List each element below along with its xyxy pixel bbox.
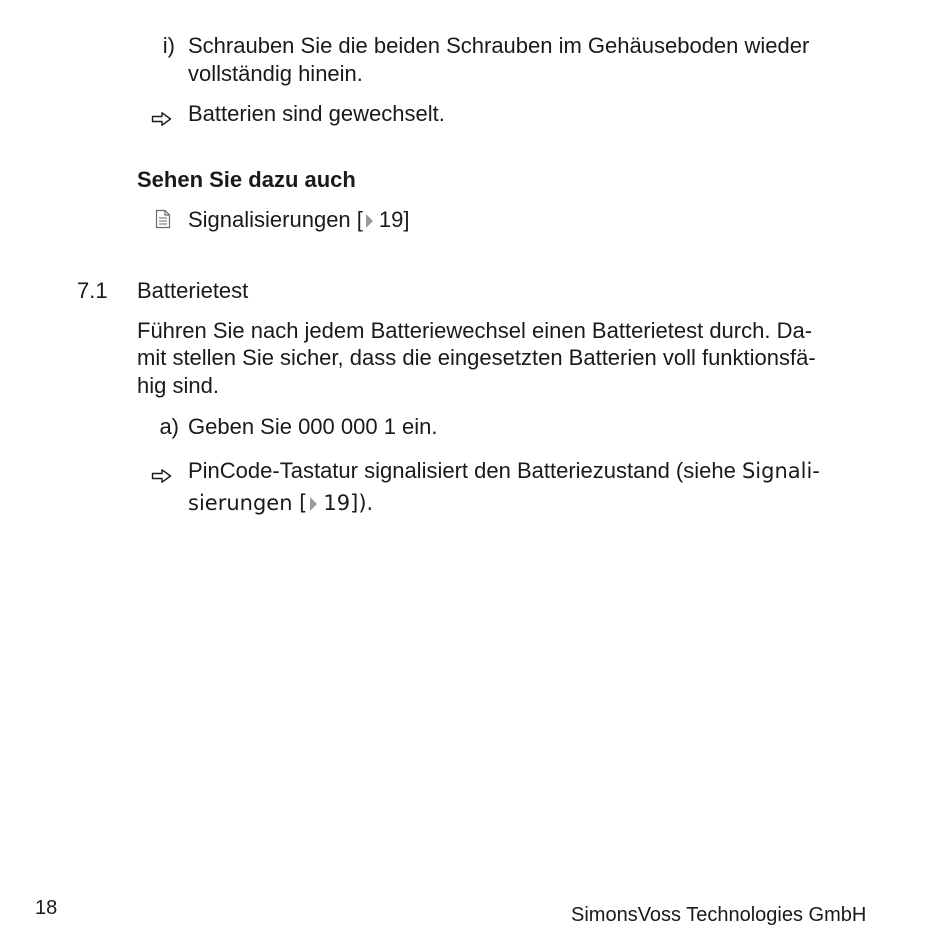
result-arrow-icon (151, 107, 173, 123)
see-also-link[interactable] (188, 206, 410, 234)
signalisierungen-link-continued[interactable]: sierungen [ (188, 491, 308, 515)
see-also-heading: Sehen Sie dazu auch (137, 167, 356, 192)
step-a-text: Geben Sie 000 000 1 ein. (188, 414, 438, 439)
step-marker-a: a) (159, 414, 179, 439)
step-i-text-line2: vollständig hinein. (188, 61, 363, 86)
see-also-link-text[interactable]: Signalisierungen [ (188, 207, 363, 232)
section-paragraph-line2: mit stellen Sie sicher, dass die eingesetzten Batterien voll funktionsfä- (137, 345, 816, 370)
result2-closing: ). (358, 491, 374, 515)
result-text: Batterien sind gewechselt. (188, 101, 445, 126)
step-marker-i: i) (162, 33, 175, 58)
footer-company: SimonsVoss Technologies GmbH (571, 904, 867, 926)
signalisierungen-link[interactable]: Signali- (741, 459, 820, 483)
result2-text: PinCode-Tastatur signalisiert den Batteriezustand (siehe (188, 458, 742, 483)
result2-text-line2 (188, 489, 373, 517)
section-number: 7.1 (77, 278, 108, 303)
signalisierungen-link-page[interactable]: 19] (323, 491, 359, 515)
section-title: Batterietest (137, 278, 249, 303)
result2-text-line1 (188, 457, 820, 485)
page-reference-arrow-icon (310, 497, 317, 511)
result-arrow-icon (151, 464, 173, 480)
see-also-link-page[interactable]: 19] (378, 207, 410, 232)
page-reference-arrow-icon (366, 214, 373, 228)
step-i-text-line1: Schrauben Sie die beiden Schrauben im Gehäuseboden wieder (188, 33, 810, 58)
section-paragraph-line1: Führen Sie nach jedem Batteriewechsel einen Batterietest durch. Da- (137, 318, 813, 343)
document-icon (155, 209, 171, 229)
page-number: 18 (35, 897, 58, 919)
section-paragraph-line3: hig sind. (137, 373, 219, 398)
